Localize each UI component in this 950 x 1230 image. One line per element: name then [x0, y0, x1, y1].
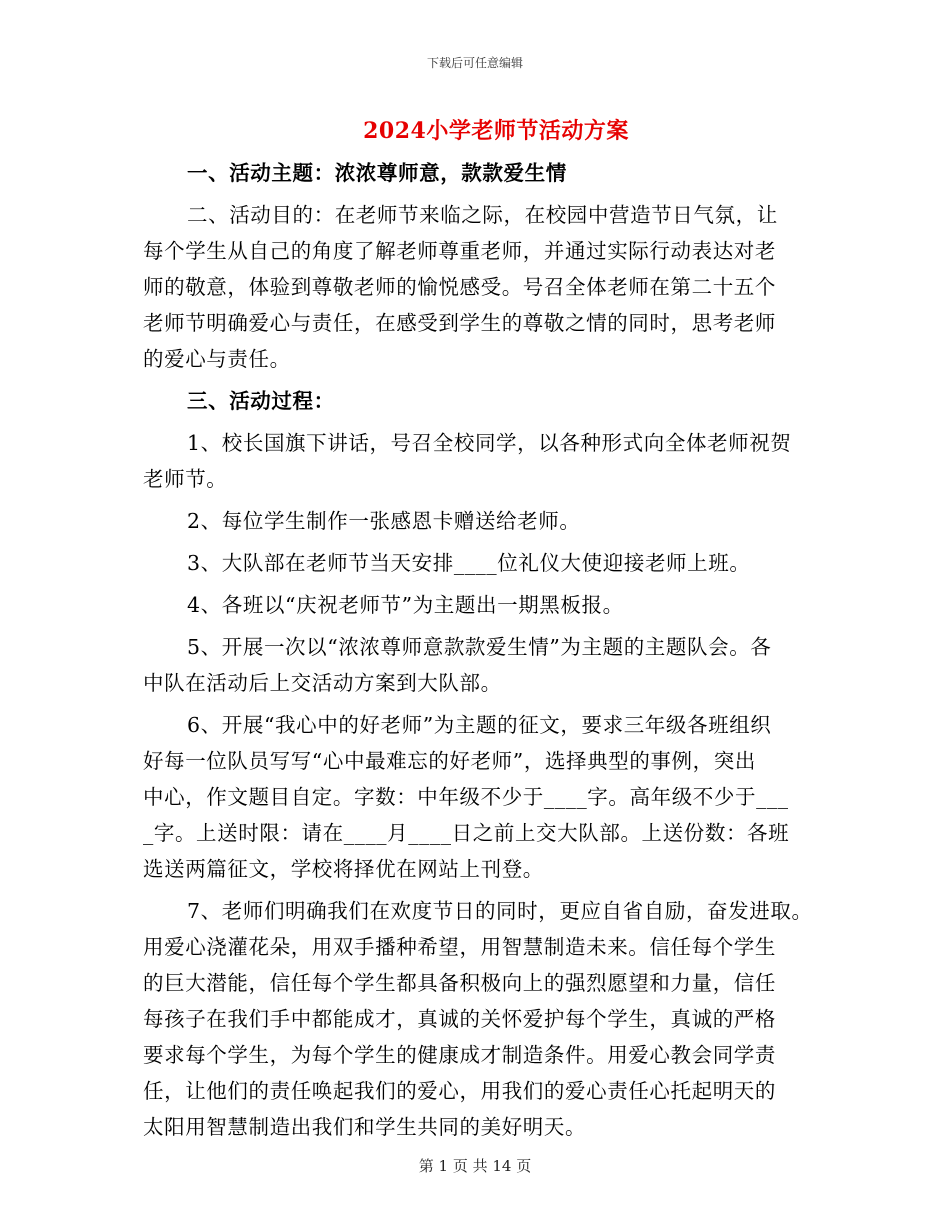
- item-7-line: 每孩子在我们手中都能成才，真诚的关怀爱护每个学生，真诚的严格: [143, 1007, 776, 1031]
- page-number: 第 1 页 共 14 页: [418, 1157, 532, 1175]
- item-7-line: 用爱心浇灌花朵，用双手播种希望，用智慧制造未来。信任每个学生: [143, 935, 776, 959]
- item-7-line: 太阳用智慧制造出我们和学生共同的美好明天。: [143, 1115, 587, 1139]
- item-6-line: _字。上送时限：请在____月____日之前上交大队部。上送份数：各班: [143, 821, 790, 845]
- purpose-line: 师的敬意，体验到尊敬老师的愉悦感受。号召全体老师在第二十五个: [143, 275, 776, 299]
- item-7-line: 7、老师们明确我们在欢度节日的同时，更应自省自励，奋发进取。: [187, 899, 813, 923]
- purpose-line: 老师节明确爱心与责任，在感受到学生的尊敬之情的同时，思考老师: [143, 311, 776, 335]
- document-title: 2024小学老师节活动方案: [363, 118, 629, 144]
- item-5-line: 中队在活动后上交活动方案到大队部。: [143, 671, 502, 695]
- item-1-line: 老师节。: [143, 467, 228, 491]
- item-6-line: 中心，作文题目自定。字数：中年级不少于____字。高年级不少于___: [143, 785, 789, 809]
- item-7-line: 要求每个学生，为每个学生的健康成才制造条件。用爱心教会同学责: [143, 1043, 776, 1067]
- item-6-line: 选送两篇征文，学校将择优在网站上刊登。: [143, 857, 544, 881]
- purpose-line: 每个学生从自己的角度了解老师尊重老师，并通过实际行动表达对老: [143, 239, 776, 263]
- item-4: 4、各班以“庆祝老师节”为主题出一期黑板报。: [187, 593, 624, 617]
- purpose-line: 的爱心与责任。: [143, 347, 291, 371]
- header-note: 下载后可任意编辑: [426, 56, 523, 70]
- item-5-line: 5、开展一次以“浓浓尊师意款款爱生情”为主题的主题队会。各: [187, 635, 772, 659]
- item-6-line: 6、开展“我心中的好老师”为主题的征文，要求三年级各班组织: [187, 713, 772, 737]
- document-body: [143, 155, 823, 1145]
- theme-heading: 一、活动主题：浓浓尊师意，款款爱生情: [187, 161, 567, 185]
- item-2: 2、每位学生制作一张感恩卡赠送给老师。: [187, 509, 581, 533]
- item-7-line: 任，让他们的责任唤起我们的爱心，用我们的爱心责任心托起明天的: [143, 1079, 776, 1103]
- item-6-line: 好每一位队员写写“心中最难忘的好老师”，选择典型的事例，突出: [143, 749, 756, 773]
- purpose-line: 二、活动目的：在老师节来临之际，在校园中营造节日气氛，让: [187, 203, 778, 227]
- item-3: 3、大队部在老师节当天安排____位礼仪大使迎接老师上班。: [187, 551, 751, 575]
- item-7-line: 的巨大潜能，信任每个学生都具备积极向上的强烈愿望和力量，信任: [143, 971, 776, 995]
- item-1-line: 1、校长国旗下讲话，号召全校同学，以各种形式向全体老师祝贺: [187, 431, 792, 455]
- process-heading: 三、活动过程：: [187, 389, 335, 413]
